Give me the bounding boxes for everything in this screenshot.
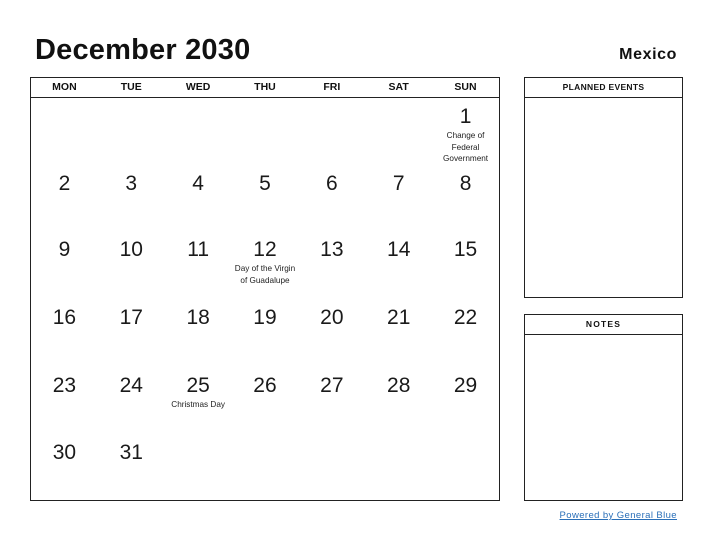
day-number: 8 <box>459 172 472 195</box>
day-cell[interactable] <box>165 231 232 298</box>
day-number: 9 <box>58 238 71 261</box>
day-cell <box>165 434 232 501</box>
day-number: 23 <box>52 374 77 397</box>
day-number: 15 <box>453 238 478 261</box>
day-number: 11 <box>187 238 210 261</box>
day-cell[interactable] <box>365 299 432 366</box>
day-cell[interactable] <box>165 299 232 366</box>
day-cell[interactable] <box>165 165 232 232</box>
day-number: 5 <box>259 172 271 195</box>
day-cell[interactable] <box>98 299 165 366</box>
day-number: 30 <box>52 441 77 464</box>
day-cell[interactable] <box>31 231 98 298</box>
day-number: 14 <box>387 238 411 261</box>
day-cell[interactable] <box>432 165 499 232</box>
weekday-thu: THU <box>254 81 276 93</box>
day-cell <box>31 98 98 165</box>
holiday-label: Change of Federal Government <box>443 131 489 163</box>
day-cell[interactable] <box>365 165 432 232</box>
day-cell <box>98 98 165 165</box>
day-cell <box>432 434 499 501</box>
day-cell[interactable] <box>365 231 432 298</box>
day-cell <box>298 434 365 501</box>
day-cell[interactable] <box>298 231 365 298</box>
day-number: 31 <box>119 441 143 464</box>
day-number: 10 <box>119 238 143 261</box>
day-number: 2 <box>58 172 71 195</box>
day-cell[interactable] <box>31 165 98 232</box>
day-cell[interactable] <box>365 367 432 434</box>
day-cell[interactable] <box>98 165 165 232</box>
day-number: 22 <box>453 306 478 329</box>
day-cell <box>365 98 432 165</box>
weekday-sat: SAT <box>388 81 409 93</box>
day-cell[interactable] <box>232 231 299 298</box>
day-number: 18 <box>186 306 210 329</box>
day-number: 4 <box>192 172 204 195</box>
day-number: 28 <box>387 374 411 397</box>
powered-by-link[interactable]: Powered by General Blue <box>559 510 677 521</box>
day-cell[interactable] <box>232 367 299 434</box>
day-cell[interactable] <box>298 165 365 232</box>
country-label: Mexico <box>619 46 677 63</box>
day-number: 21 <box>387 306 411 329</box>
day-cell[interactable] <box>98 434 165 501</box>
day-number: 24 <box>119 374 143 397</box>
day-cell[interactable] <box>432 299 499 366</box>
day-cell[interactable] <box>31 367 98 434</box>
day-cell[interactable] <box>232 165 299 232</box>
day-number: 7 <box>392 172 405 195</box>
day-cell <box>165 98 232 165</box>
day-number: 26 <box>253 374 277 397</box>
holiday-label: Day of the Virgin of Guadalupe <box>234 264 296 285</box>
day-cell[interactable] <box>31 434 98 501</box>
day-cell[interactable] <box>298 367 365 434</box>
calendar-grid <box>30 77 500 501</box>
day-number: 3 <box>125 172 138 195</box>
day-cell[interactable] <box>98 367 165 434</box>
day-number: 19 <box>253 306 277 329</box>
day-cell[interactable] <box>232 299 299 366</box>
day-number: 1 <box>459 105 472 128</box>
day-number: 17 <box>119 306 143 329</box>
day-number: 29 <box>453 374 478 397</box>
day-cell[interactable] <box>432 231 499 298</box>
day-cell <box>232 434 299 501</box>
notes-header: NOTES <box>525 315 682 335</box>
planned-events-box[interactable] <box>524 77 683 298</box>
day-number: 27 <box>320 374 344 397</box>
weekday-wed: WED <box>185 81 211 93</box>
weekday-fri: FRI <box>323 81 341 93</box>
day-number: 20 <box>320 306 344 329</box>
day-number: 25 <box>186 374 210 397</box>
day-cell[interactable] <box>165 367 232 434</box>
day-number: 12 <box>253 238 277 261</box>
page-title: December 2030 <box>35 34 251 66</box>
day-number: 16 <box>52 306 77 329</box>
day-cell[interactable] <box>432 367 499 434</box>
day-cell <box>298 98 365 165</box>
day-number: 13 <box>320 238 344 261</box>
weekday-header-row <box>31 78 499 98</box>
planned-events-header: PLANNED EVENTS <box>525 78 682 98</box>
weekday-sun: SUN <box>454 81 477 93</box>
holiday-label: Christmas Day <box>171 400 225 409</box>
day-cell[interactable] <box>298 299 365 366</box>
day-cell <box>365 434 432 501</box>
day-cell <box>232 98 299 165</box>
notes-box[interactable] <box>524 314 683 501</box>
day-cell[interactable] <box>98 231 165 298</box>
day-cell[interactable] <box>31 299 98 366</box>
day-number: 6 <box>326 172 338 195</box>
weekday-mon: MON <box>52 81 77 93</box>
weekday-tue: TUE <box>120 81 142 93</box>
day-cell[interactable] <box>432 98 499 165</box>
